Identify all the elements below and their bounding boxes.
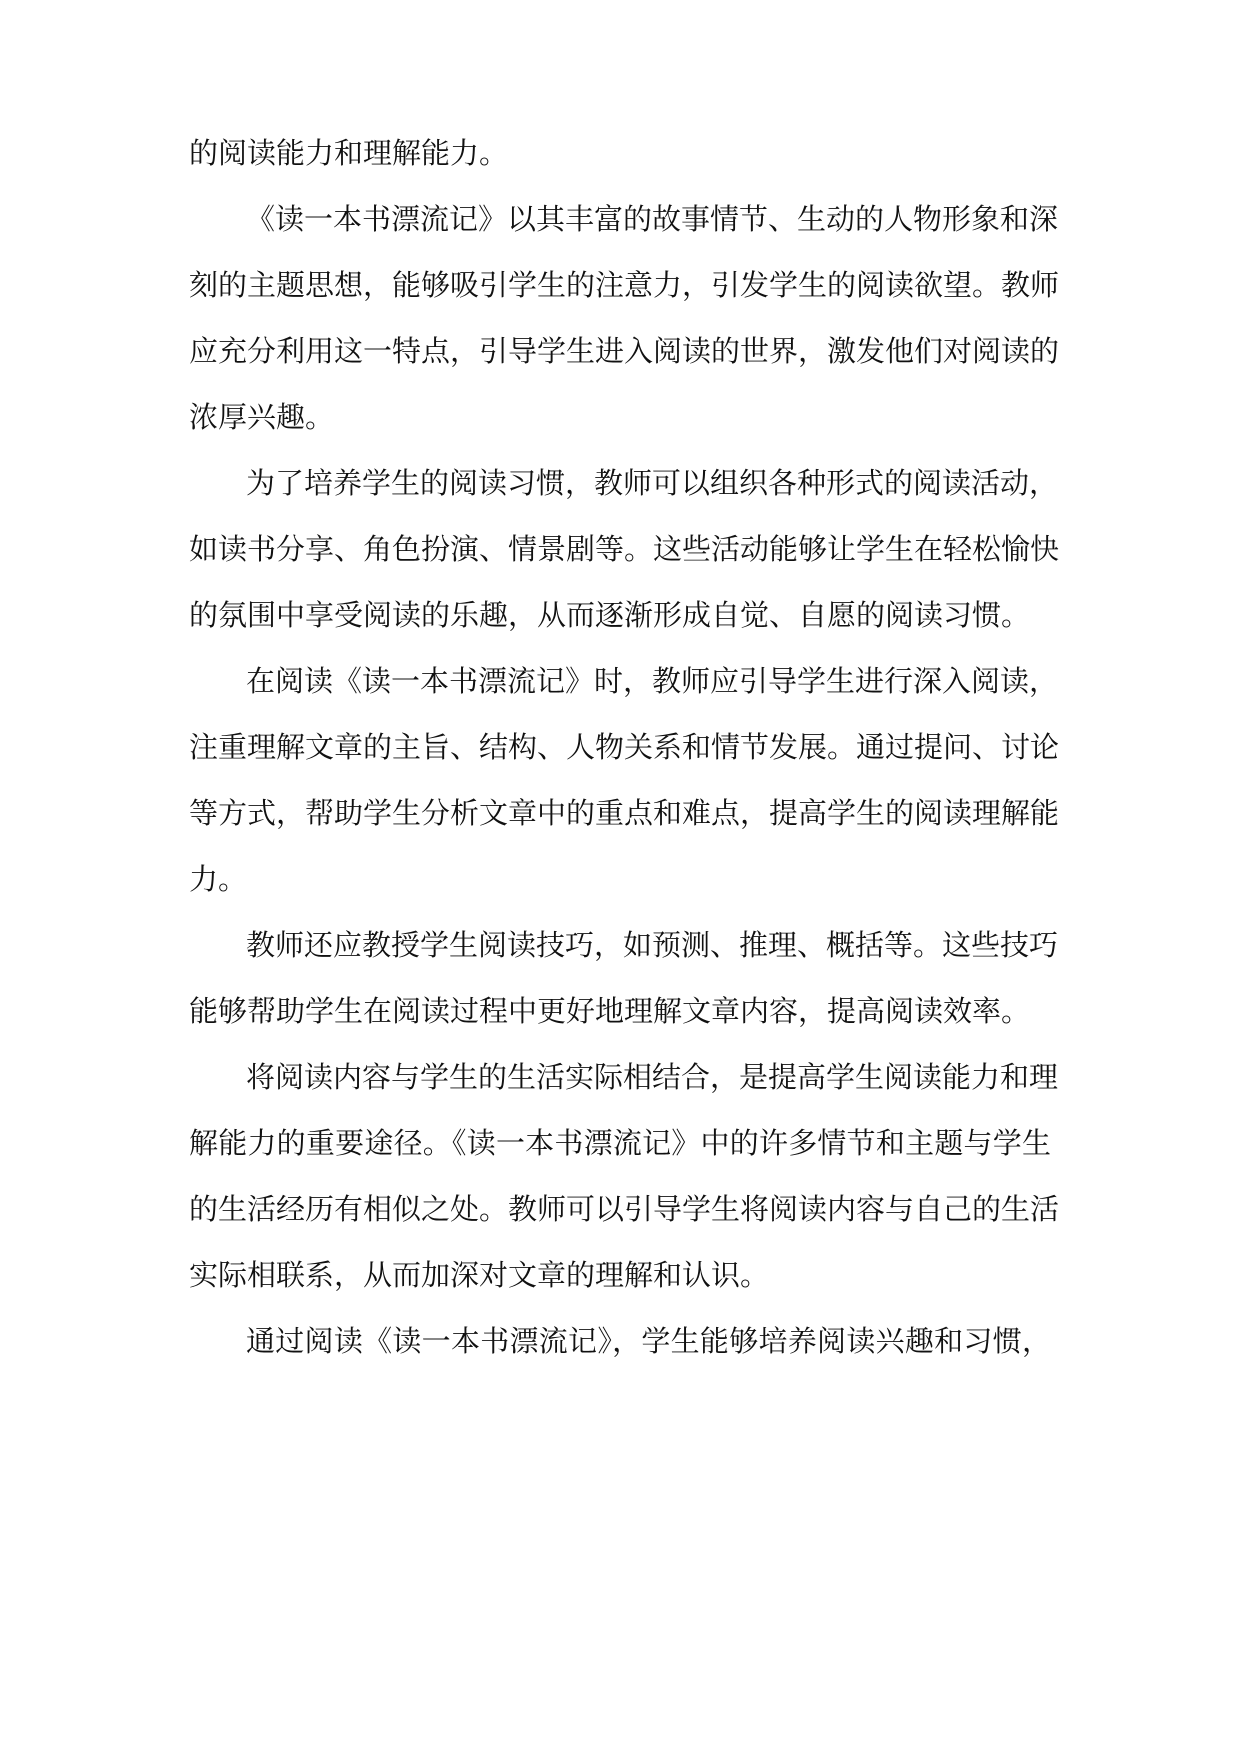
paragraph-first-line: 为了培养学生的阅读习惯，教师可以组织各种形式的阅读活动， <box>246 466 1059 500</box>
text-line: 浓厚兴趣。 <box>189 400 335 434</box>
text-line: 注重理解文章的主旨、结构、人物关系和情节发展。通过提问、讨论 <box>189 730 1060 764</box>
text-line: 的氛围中享受阅读的乐趣，从而逐渐形成自觉、自愿的阅读习惯。 <box>189 598 1031 632</box>
text-line: 的阅读能力和理解能力。 <box>189 136 509 170</box>
text-line: 实际相联系，从而加深对文章的理解和认识。 <box>189 1258 770 1292</box>
text-line: 解能力的重要途径。《读一本书漂流记》中的许多情节和主题与学生 <box>189 1126 1051 1160</box>
paragraph-first-line: 将阅读内容与学生的生活实际相结合，是提高学生阅读能力和理 <box>246 1060 1059 1094</box>
text-line: 刻的主题思想，能够吸引学生的注意力，引发学生的阅读欲望。教师 <box>189 268 1060 302</box>
text-line: 应充分利用这一特点，引导学生进入阅读的世界，激发他们对阅读的 <box>189 334 1060 368</box>
text-line: 如读书分享、角色扮演、情景剧等。这些活动能够让学生在轻松愉快 <box>189 532 1060 566</box>
text-line: 力。 <box>189 862 248 896</box>
paragraph-first-line: 《读一本书漂流记》以其丰富的故事情节、生动的人物形象和深 <box>246 202 1059 236</box>
text-line: 能够帮助学生在阅读过程中更好地理解文章内容，提高阅读效率。 <box>189 994 1031 1028</box>
text-line: 的生活经历有相似之处。教师可以引导学生将阅读内容与自己的生活 <box>189 1192 1060 1226</box>
paragraph-first-line: 通过阅读《读一本书漂流记》，学生能够培养阅读兴趣和习惯， <box>246 1324 1051 1358</box>
text-line: 等方式，帮助学生分析文章中的重点和难点，提高学生的阅读理解能 <box>189 796 1060 830</box>
paragraph-first-line: 在阅读《读一本书漂流记》时，教师应引导学生进行深入阅读， <box>246 664 1059 698</box>
paragraph-first-line: 教师还应教授学生阅读技巧，如预测、推理、概括等。这些技巧 <box>246 928 1059 962</box>
